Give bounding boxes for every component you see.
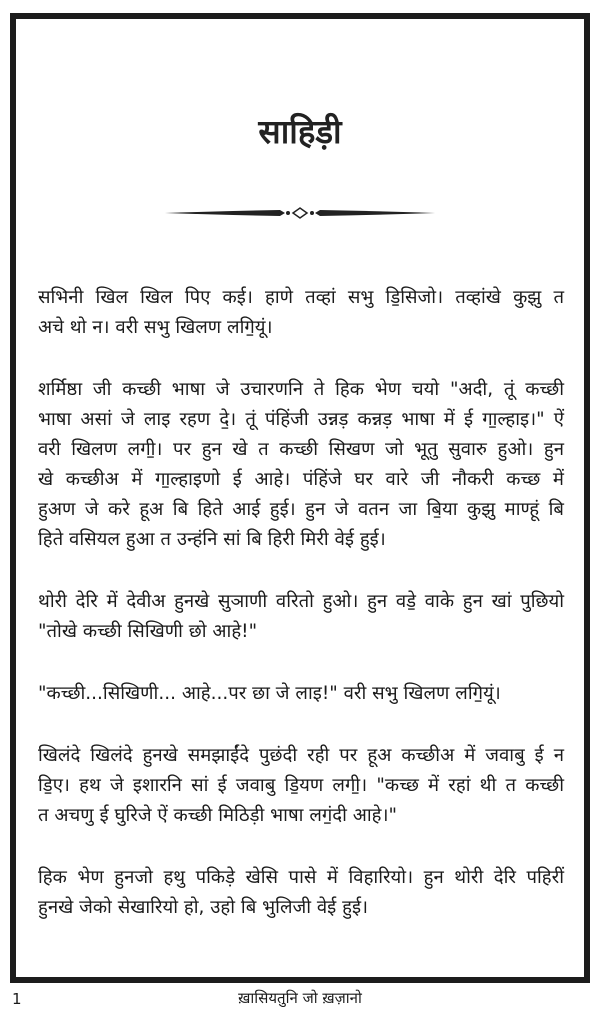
text-line: हिक भेण हुनजो हथु पकिड़े खेसि पासे में विहारियो। हुन थोरी देरि पहिरीं [38, 867, 564, 888]
text-line: थोरी देरि में देवीअ हुनखे सुञाणी वरितो हुओ। हुन वडे॒ वाके हुन खां पुछियो [38, 591, 564, 612]
paragraph [38, 283, 564, 343]
paragraph [38, 375, 564, 555]
text-line: हुनखे जेको सेखारियो हो, उहो बि भुलिजी वेई हुई। [38, 897, 369, 918]
chapter-title: साहिड़ी [258, 112, 342, 151]
text-line: भाषा असां जे लाइ रहण दे॒। तूं पंहिंजी उन्नड़ कन्नड़ भाषा में ई गा॒ल्हाइ।" ऐं [38, 409, 564, 430]
paragraph [38, 679, 564, 709]
paragraph [38, 863, 564, 923]
text-line: शर्मिष्ठा जी कच्छी भाषा जे उचारणनि ते हिक भेण चयो "अदी, तूं कच्छी [38, 379, 564, 400]
text-line: अचे थो न। वरी सभु खिलण लगि॒यूं। [38, 317, 273, 338]
text-line: "तोखे कच्छी सिखिणी छो आहे!" [38, 621, 258, 642]
running-title: ख़ासियतुनि जो ख़ज़ानो [238, 989, 362, 1007]
body-text [38, 283, 564, 955]
decorative-divider-icon [165, 203, 435, 223]
text-line: त अचणु ई घुरिजे ऐं कच्छी मिठिड़ी भाषा लगं॒दी आहे।" [38, 805, 398, 826]
text-line: खे कच्छीअ में गा॒ल्हाइणो ई आहे। पंहिंजे घर वारे जी नौकरी कच्छ में [38, 469, 564, 490]
paragraph [38, 741, 564, 831]
text-line: डि॒ए। हथ जे इशारनि सां ई जवाबु डि॒यण लगी॒। "कच्छ में रहां थी त कच्छी [38, 775, 564, 796]
page-number: 1 [12, 990, 22, 1008]
text-line: सभिनी खिल खिल पिए कई। हाणे तव्हां सभु डि॒सिजो। तव्हांखे कुझु त [38, 287, 564, 308]
text-line: खिलंदे खिलंदे हुनखे समझाईंदे पुछंदी रही पर हूअ कच्छीअ में जवाबु ई न [38, 745, 564, 766]
text-line: "कच्छी...सिखिणी... आहे...पर छा जे लाइ!" वरी सभु खिलण लगि॒यूं। [38, 683, 501, 704]
paragraph [38, 587, 564, 647]
text-line: हिते वसियल हुआ त उन्हंनि सां बि हिरी मिरी वेई हुई। [38, 529, 386, 550]
text-line: हुअण जे करे हूअ बि हिते आई हुई। हुन जे वतन जा बि॒या कुझु माण्हूं बि [38, 499, 564, 520]
text-line: वरी खिलण लगी॒। पर हुन खे त कच्छी सिखण जो भूतु सुवारु हुओ। हुन [38, 439, 564, 460]
